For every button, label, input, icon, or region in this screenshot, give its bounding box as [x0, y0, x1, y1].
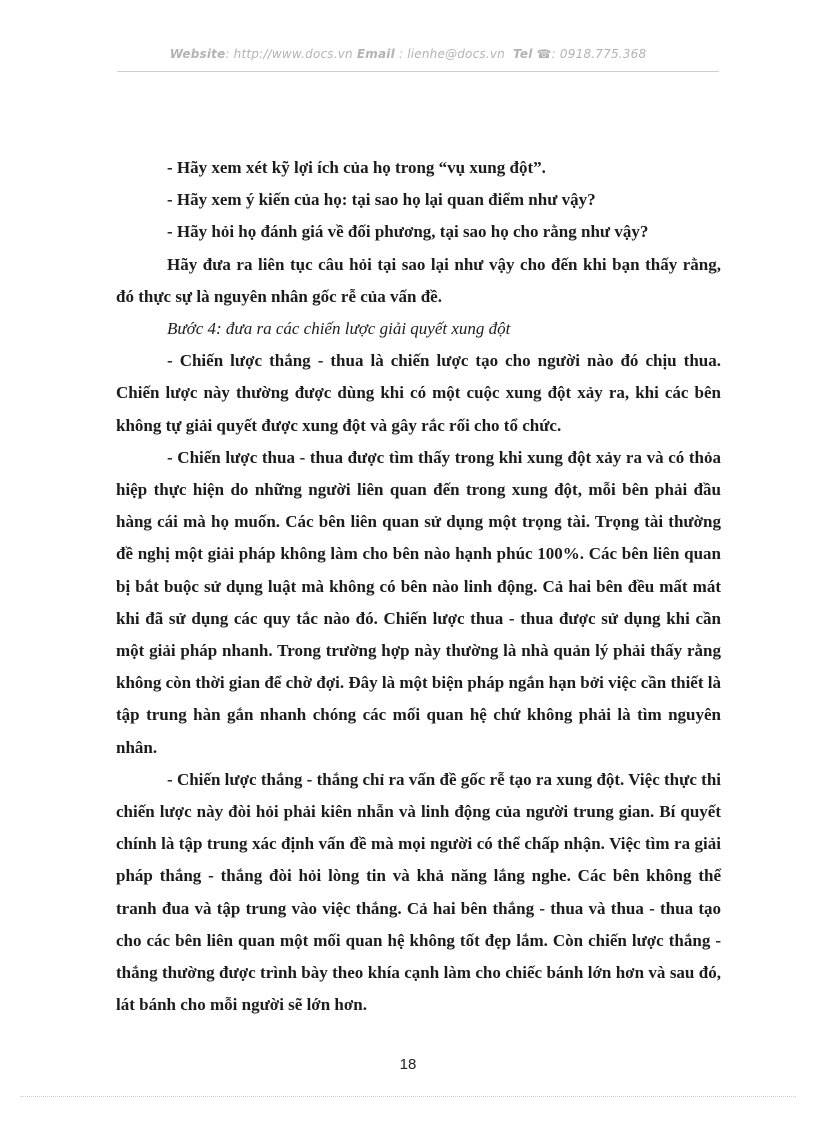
- page-number: 18: [399, 1056, 417, 1073]
- email-label: Email: [356, 47, 395, 61]
- paragraph-win-win: - Chiến lược thắng - thắng chỉ ra vấn đề gốc rễ tạo ra xung đột. Việc thực thi chiến lược này đòi hỏi phải kiên nhẫn và linh động của người trung gian. Bí quyết chính là tập trung xác định vấn đề mà mọi người có thể chấp nhận. Việc tìm ra giải pháp thắng - thắng đòi hỏi lòng tin và khả năng lắng nghe. Các bên không thể tranh đua và tập trung vào việc thắng. Cả hai bên thắng - thua và thua - thua tạo cho các bên liên quan một mối quan hệ không tốt đẹp lắm. Còn chiến lược thắng - thắng thường được trình bày theo khía cạnh làm cho chiếc bánh lớn hơn và sau đó, lát bánh cho mỗi người sẽ lớn hơn.: [116, 769, 721, 1015]
- tel-value: ☎: 0918.775.368: [536, 47, 647, 61]
- document-body: [116, 152, 721, 1021]
- website-value: : http://www.docs.vn: [225, 47, 353, 61]
- paragraph-lose-lose: - Chiến lược thua - thua được tìm thấy trong khi xung đột xảy ra và có thỏa hiệp thực hiện do những người liên quan đến trong xung đột, mỗi bên phải đầu hàng cái mà họ muốn. Các bên liên quan sử dụng một trọng tài. Trọng tài thường đề nghị một giải pháp không làm cho bên nào hạnh phúc 100%. Các bên liên quan bị bắt buộc sử dụng luật mà không có bên nào linh động. Cả hai bên đều mất mát khi đã sử dụng các quy tắc nào đó. Chiến lược thua - thua được sử dụng khi cần một giải pháp nhanh. Trong trường hợp này thường là nhà quản lý phải thấy rằng không còn thời gian để chờ đợi. Đây là một biện pháp ngắn hạn bởi việc cần thiết là tập trung hàn gắn nhanh chóng các mối quan hệ chứ không phải là tìm nguyên nhân.: [116, 447, 721, 757]
- paragraph-win-lose: - Chiến lược thắng - thua là chiến lược tạo cho người nào đó chịu thua. Chiến lược này thường được dùng khi có một cuộc xung đột xảy ra, khi các bên không tự giải quyết được xung đột và gây rắc rối cho tổ chức.: [116, 351, 721, 435]
- tel-label: Tel: [513, 47, 533, 61]
- bullet-paragraph-3: - Hãy hỏi họ đánh giá về đối phương, tại sao họ cho rằng như vậy?: [167, 222, 649, 242]
- bullet-paragraph-2: - Hãy xem ý kiến của họ: tại sao họ lại quan điểm như vậy?: [167, 190, 596, 210]
- paragraph-root-cause: Hãy đưa ra liên tục câu hỏi tại sao lại như vậy cho đến khi bạn thấy rằng, đó thực sự là nguyên nhân gốc rễ của vấn đề.: [116, 254, 721, 306]
- bullet-paragraph-1: - Hãy xem xét kỹ lợi ích của họ trong “vụ xung đột”.: [167, 158, 546, 177]
- page-header: [0, 47, 816, 61]
- header-divider: [117, 71, 719, 72]
- footer-divider: [20, 1096, 796, 1097]
- step-4-heading: Bước 4: đưa ra các chiến lược giải quyết xung đột: [167, 319, 511, 339]
- website-label: Website: [169, 47, 226, 61]
- email-value: : lienhe@docs.vn: [398, 47, 505, 61]
